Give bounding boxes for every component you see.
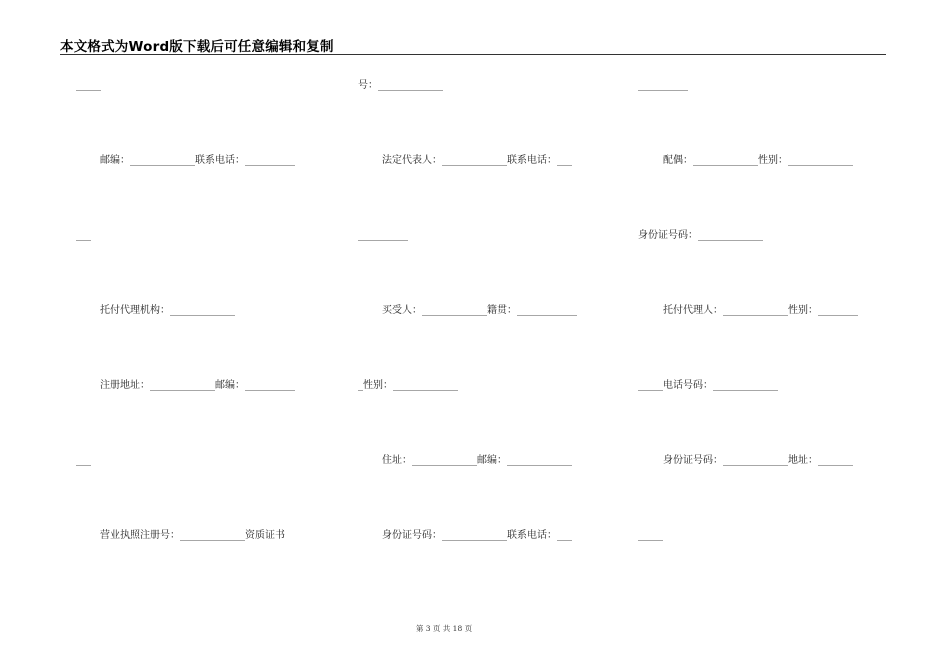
row-0-col-0: _____ [76,80,101,91]
row-0-col-2: __________ [638,80,688,91]
row-4-col-2: _____电话号码：_____________ [638,380,778,391]
header-title: 本文格式为Word版下载后可任意编辑和复制 [60,39,334,55]
row-2-col-0: ___ [76,230,91,241]
row-1-col-1: 法定代表人：_____________联系电话：___ [382,155,572,166]
row-4-col-1: _性别：_____________ [358,380,458,391]
row-6-col-2: _____ [638,530,663,541]
row-3-col-1: 买受人：_____________籍贯：____________ [382,305,577,316]
page-header [60,36,886,55]
page-footer: 第 3 页 共 18 页 [415,624,473,633]
row-0-col-1: 号：_____________ [358,80,443,91]
row-1-col-0: 邮编：_____________联系电话：__________ [100,155,295,166]
row-1-col-2: 配偶：_____________性别：_____________ [663,155,853,166]
row-3-col-2: 托付代理人：_____________性别：________ [663,305,858,316]
row-2-col-2: 身份证号码：_____________ [638,230,763,241]
row-2-col-1: __________ [358,230,408,241]
row-3-col-0: 托付代理机构：_____________ [100,305,235,316]
row-5-col-2: 身份证号码：_____________地址：_______ [663,455,853,466]
row-6-col-0: 营业执照注册号：_____________资质证书 [100,530,285,541]
row-5-col-0: ___ [76,455,91,466]
row-6-col-1: 身份证号码：_____________联系电话：___ [382,530,572,541]
row-5-col-1: 住址：_____________邮编：_____________ [382,455,572,466]
row-4-col-0: 注册地址：_____________邮编：__________ [100,380,295,391]
